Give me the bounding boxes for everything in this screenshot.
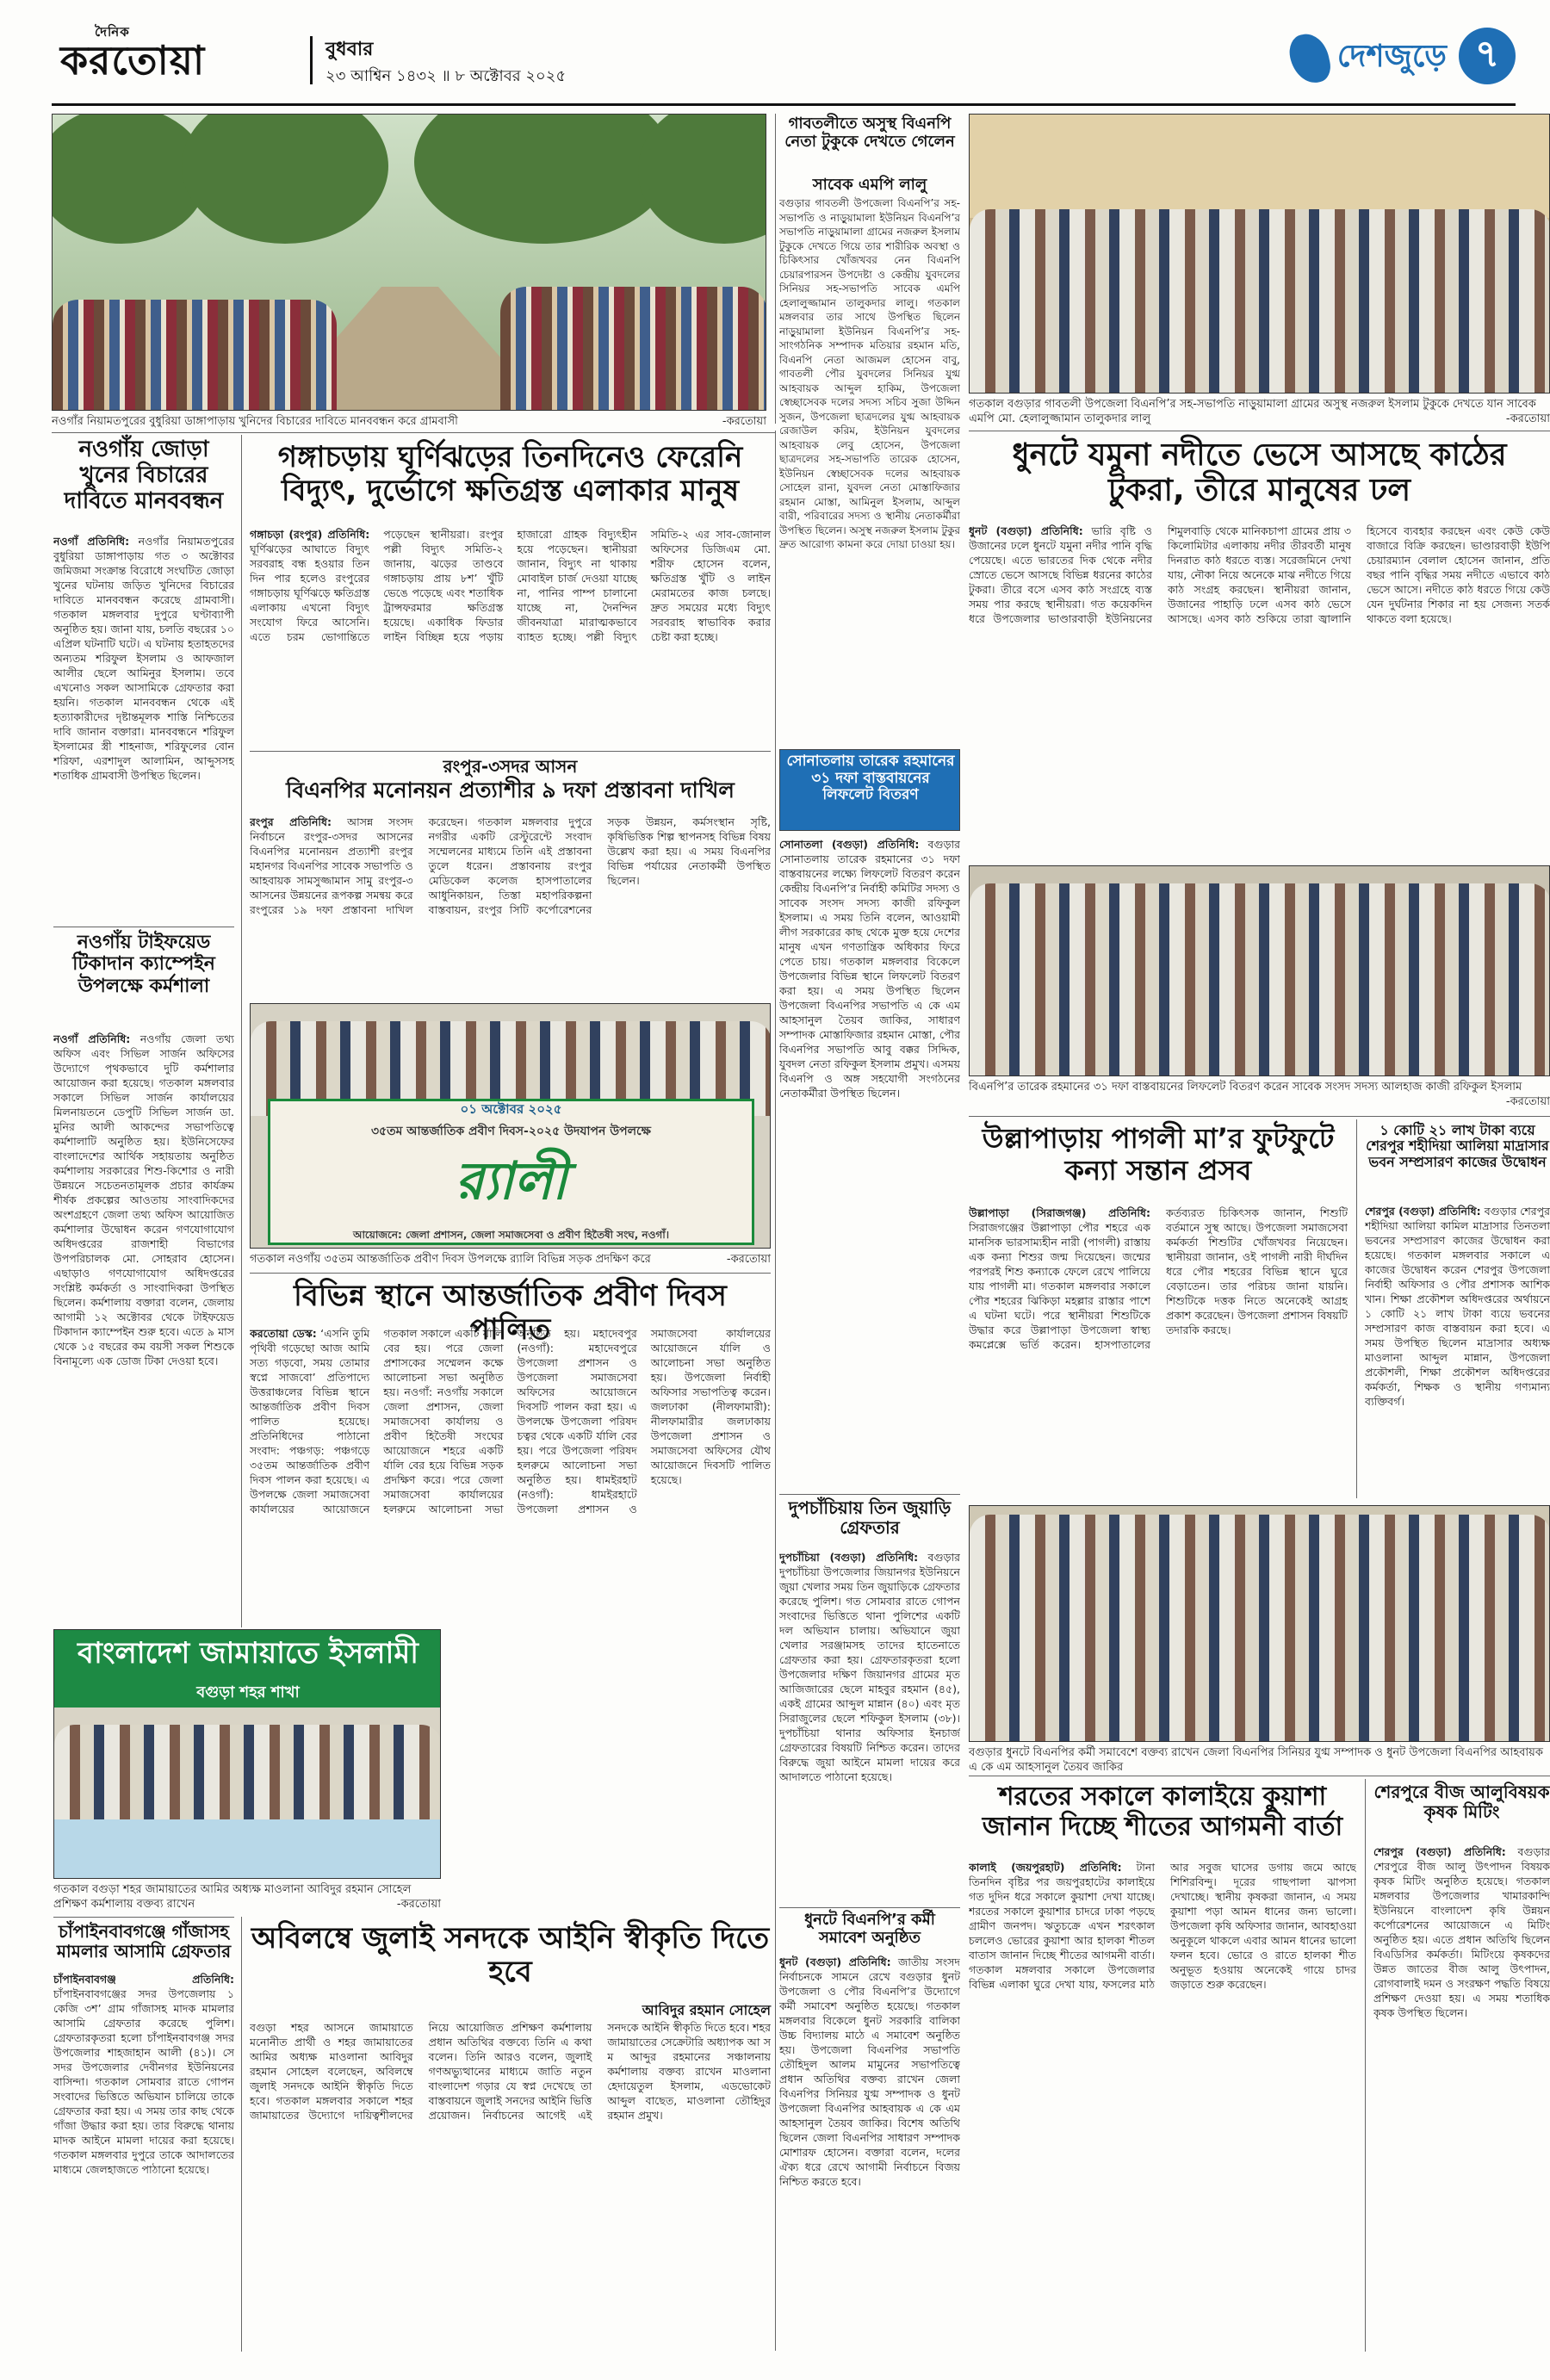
elderly-day-body (250, 1326, 771, 1623)
sonatola-photo-caption (969, 1080, 1550, 1109)
sonatola-headline: সোনাতলায় তারেক রহমানের ৩১ দফা বাস্তবায়নের লিফলেট বিতরণ (786, 753, 955, 804)
article-text: সিরাজগঞ্জের উল্লাপাড়া পৌর শহরে এক মানসিক ভারসাম্যহীন নারী (পাগলী) রাস্তায় এক কন্যা শিশুর জন্ম দিয়েছেন। জন্মের পরপরই শিশু কন্যাকে ফেলে রেখে পালিয়ে যায় পাগলী মা। গতকাল মঙ্গলবার সকালে পৌর শহরের ঝিকিড়া মহল্লার রাস্তার পাশে এ ঘটনা ঘটে। পরে স্থানীয়রা শিশুটিকে উদ্ধার করে উল্লাপাড়া উপজেলা স্বাস্থ্য কমপ্লেক্সে ভর্তি করেন। হাসপাতালের কর্তব্যরত চিকিৎসক জানান, শিশুটি বর্তমানে সুস্থ আছে। উপজেলা সমাজসেবা কর্মকর্তা শিশুটির খোঁজখবর নিয়েছেন। স্থানীয়রা জানান, ওই পাগলী নারী দীর্ঘদিন ধরে পৌর শহরের বিভিন্ন স্থানে ঘুরে বেড়াতেন। তার পরিচয় জানা যায়নি। শিশুটিকে দত্তক নিতে অনেকেই আগ্রহ প্রকাশ করেছেন। উপজেলা প্রশাসন বিষয়টি তদারকি করছে। (969, 1206, 1348, 1351)
human-chain-photo (52, 114, 766, 411)
article-text: চাঁপাইনবাবগঞ্জের সদর উপজেলায় ১ কেজি ৩শ’ গ্রাম গাঁজাসহ মাদক মামলার আসামি গ্রেফতার করেছে পুলিশ। গ্রেফতারকৃতরা হলো চাঁপাইনবাবগঞ্জ সদর উপজেলার শাহজাহান আলী (৪১)। সে সদর উপজেলার দেবীনগর ইউনিয়নের বাসিন্দা। গতকাল সোমবার রাতে গোপন সংবাদের ভিত্তিতে অভিযান চালিয়ে তাকে গ্রেফতার করা হয়। এ সময় তার কাছ থেকে গাঁজা উদ্ধার করা হয়। তার বিরুদ্ধে থানায় মাদক আইনে মামলা দায়ের করা হয়েছে। গতকাল মঙ্গলবার দুপুরে তাকে আদালতের মাধ্যমে জেলহাজতে পাঠানো হয়েছে। (53, 1987, 234, 2176)
bangladesh-map-icon (1286, 30, 1333, 87)
sonatola-headline-box (779, 749, 960, 831)
elderly-day-headline: বিভিন্ন স্থানে আন্তর্জাতিক প্রবীণ দিবস পালিত (294, 1279, 727, 1348)
article-text: ভারি বৃষ্টি ও উজানের ঢলে ধুনটে যমুনা নদীর পানি বৃদ্ধি পেয়েছে। এতে ভারতের দিক থেকে নদীর স্রোতে ভেসে আসছে বিভিন্ন ধরনের কাঠের টুকরা। তীরে বসে এসব কাঠ সংগ্রহে ব্যস্ত সময় পার করছে স্থানীয়রা। গত কয়েকদিন ধরে উপজেলার ভাণ্ডারবাড়ী ইউনিয়নের শিমুলবাড়ি থেকে মানিকচাপা গ্রামের প্রায় ৩ কিলোমিটার এলাকায় নদীর তীরবর্তী মানুষ দিনরাত কাঠ ধরতে ব্যস্ত। সরেজমিনে দেখা যায়, নৌকা নিয়ে অনেকে মাঝ নদীতে গিয়ে কাঠ সংগ্রহ করছেন। স্থানীয়রা জানান, উজানের পাহাড়ি ঢলে এসব কাঠ ভেসে আসছে। এসব কাঠ শুকিয়ে তারা জ্বালানি হিসেবে ব্যবহার করছেন এবং কেউ কেউ বাজারে বিক্রি করছেন। ভাণ্ডারবাড়ী ইউপি চেয়ারম্যান বেলাল হোসেন জানান, প্রতি বছর পানি বৃদ্ধির সময় নদীতে এভাবে কাঠ ভেসে আসে। নদীতে কাঠ ধরতে গিয়ে কেউ যেন দুর্ঘটনার শিকার না হয় সেজন্য সতর্ক থাকতে বলা হয়েছে। (969, 524, 1550, 625)
sherpur-seed-body (1373, 1844, 1550, 2351)
byline: শেরপুর (বগুড়া) প্রতিনিধি: (1373, 1845, 1506, 1858)
page-number: ৭ (1459, 28, 1516, 84)
byline: শেরপুর (বগুড়া) প্রতিনিধি: (1365, 1205, 1481, 1218)
banner-word: র‍্যালী (455, 1150, 567, 1212)
photo-credit: -করতোয়া (396, 1898, 441, 1911)
chapai-headline: চাঁপাইনবাবগঞ্জে গাঁজাসহ মামলার আসামি গ্রেফতার (56, 1921, 232, 1962)
kalai-body (969, 1860, 1356, 2351)
july-charter-byline: আবিদুর রহমান সোহেল (642, 2002, 771, 2018)
banner-event: ৩৫তম আন্তর্জাতিক প্রবীণ দিবস-২০২৫ উদযাপন উপলক্ষে (370, 1124, 652, 1138)
article-text: বগুড়ার দুপচাঁচিয়া উপজেলার জিয়ানগর ইউনিয়নে জুয়া খেলার সময় তিন জুয়াড়িকে গ্রেফতার করেছে পুলিশ। গত সোমবার রাতে গোপন সংবাদের ভিত্তিতে থানা পুলিশের একটি দল অভিযান চালায়। অভিযানে জুয়া খেলার সরঞ্জামসহ তাদের হাতেনাতে গ্রেফতার করা হয়। গ্রেফতারকৃতরা হলো উপজেলার দক্ষিণ জিয়ানগর গ্রামের মৃত আজিজারের ছেলে মাহবুর রহমান (৪৫), একই গ্রামের আব্দুল মান্নান (৪০) এবং মৃত সিরাজুলের ছেলে শফিকুল ইসলাম (৩৮)। দুপচাঁচিয়া থানার অফিসার ইনচার্জ গ্রেফতারের বিষয়টি নিশ্চিত করেন। তাদের বিরুদ্ধে জুয়া আইনে মামলা দায়ের করে আদালতে পাঠানো হয়েছে। (779, 1551, 960, 1783)
issue-day: বুধবার (326, 39, 374, 60)
gabtali-photo-caption (969, 397, 1550, 426)
article-text: নওগাঁয় জেলা তথ্য অফিস এবং সিভিল সার্জন অফিসের উদ্যোগে পৃথকভাবে দুটি কর্মশালার আয়োজন করা হয়েছে। গতকাল মঙ্গলবার সকালে সিভিল সার্জন কার্যালয়ের মিলনায়তনে ডেপুটি সিভিল সার্জন ডা. মুনির আলী আকন্দের সভাপতিত্বে কর্মশালাটি অনুষ্ঠিত হয়। ইউনিসেফের বাংলাদেশের আর্থিক সহায়তায় অনুষ্ঠিত কর্মশালায় সরকারের শিশু-কিশোর ও নারী উন্নয়নে সচেতনতামূলক প্রচার কার্যক্রম শীর্ষক প্রকল্পের আওতায় সাংবাদিকদের অংশগ্রহণে জেলা তথ্য অফিস আয়োজিত কর্মশালার উদ্বোধন করেন গণযোগাযোগ অধিদপ্তরের রাজশাহী বিভাগের উপপরিচালক মো. সোহরাব হোসেন। এছাড়াও গণযোগাযোগ অধিদপ্তরের সংশ্লিষ্ট কর্মকর্তা ও সাংবাদিকরা উপস্থিত ছিলেন। কর্মশালায় বক্তারা বলেন, জেলায় আগামী ১২ অক্টোবর থেকে টাইফয়েড টিকাদান ক্যাম্পেইন শুরু হবে। এতে ৯ মাস থেকে ১৫ বছরের কম বয়সী সকল শিশুকে বিনামূল্যে এক ডোজ টিকা দেওয়া হবে। (53, 1032, 234, 1367)
chapai-body (53, 1972, 234, 2351)
banner-footer: আয়োজনে: জেলা প্রশাসন, জেলা সমাজসেবা ও প্রবীণ হিতৈষী সংঘ, নওগাঁ। (352, 1228, 670, 1241)
rangpur-headline: বিএনপির মনোনয়ন প্রত্যাশীর ৯ দফা প্রস্তাবনা দাখিল (286, 778, 735, 803)
byline: করতোয়া ডেস্ক: (250, 1327, 317, 1340)
byline: রংপুর প্রতিনিধি: (250, 815, 332, 828)
masthead (52, 26, 1516, 112)
dhunat-bnp-photo-caption: বগুড়ার ধুনটে বিএনপির কর্মী সমাবেশে বক্তব্য রাখেন জেলা বিএনপির সিনিয়র যুগ্ম সম্পাদক ও ধুনট উপজেলা বিএনপির আহবায়ক এ কে এম আহসানুল তৈয়ব জাকির (969, 1746, 1543, 1774)
article-text: জাতীয় সংসদ নির্বাচনকে সামনে রেখে বগুড়ার ধুনট উপজেলা ও পৌর বিএনপি’র উদ্যোগে কর্মী সমাবেশ অনুষ্ঠিত হয়েছে। গতকাল মঙ্গলবার বিকেলে ধুনট সরকারি বালিকা উচ্চ বিদ্যালয় মাঠে এ সমাবেশ অনুষ্ঠিত হয়। উপজেলা বিএনপির সভাপতি তৌহিদুল আলম মামুনের সভাপতিত্বে প্রধান অতিথির বক্তব্য রাখেন জেলা বিএনপির সিনিয়র যুগ্ম সম্পাদক ও ধুনট উপজেলা বিএনপির আহবায়ক এ কে এম আহসানুল তৈয়ব জাকির। বিশেষ অতিথি ছিলেন জেলা বিএনপির সাধারণ সম্পাদক মোশারফ হোসেন। বক্তারা বলেন, দলের ঐক্য ধরে রেখে আগামী নির্বাচনে বিজয় নিশ্চিত করতে হবে। (779, 1955, 960, 2188)
rangpur-body (250, 815, 771, 995)
masthead-rule (52, 103, 1516, 106)
article-text: বগুড়ার শেরপুর শহীদিয়া আলিয়া কামিল মাদ্রাসার তিনতলা ভবনের সম্প্রসারণ কাজের উদ্বোধন করা হয়েছে। গতকাল মঙ্গলবার সকালে এ কাজের উদ্বোধন করেন শেরপুর উপজেলা নির্বাহী অফিসার ও পৌর প্রশাসক আশিক খান। শিক্ষা প্রকৌশল অধিদপ্তরের অর্থায়নে ১ কোটি ২১ লাখ টাকা ব্যয়ে ভবনের সম্প্রসারণ কাজ বাস্তবায়ন করা হবে। এ সময় উপস্থিত ছিলেন মাদ্রাসার অধ্যক্ষ মাওলানা আব্দুল মান্নান, উপজেলা প্রকৌশলী, শিক্ষা প্রকৌশল অধিদপ্তরের কর্মকর্তা, শিক্ষক ও স্থানীয় গণ্যমান্য ব্যক্তিবর্গ। (1365, 1205, 1550, 1408)
gabtali-photo (969, 114, 1550, 394)
jamaat-banner (54, 1630, 441, 1708)
byline: ধুনট (বগুড়া) প্রতিনিধি: (969, 524, 1083, 537)
banner-date: ০১ অক্টোবর ২০২৫ (460, 1100, 562, 1117)
banner-subtitle: বগুড়া শহর শাখা (196, 1683, 300, 1701)
byline: গঙ্গাচড়া (রংপুর) প্রতিনিধি: (250, 528, 370, 541)
kalai-headline: শরতের সকালে কালাইয়ে কুয়াশা জানান দিচ্ছে শীতের আগমনী বার্তা (982, 1782, 1343, 1842)
article-text: আসন্ন সংসদ নির্বাচনে রংপুর-৩সদর আসনের বিএনপির মনোনয়ন প্রত্যাশী রংপুর মহানগর বিএনপির সাবেক সভাপতি ও আহবায়ক সামসুজ্জামান সামু রংপুর-৩ আসনের উন্নয়নের রূপকল্প সমন্বয় করে রংপুরের ১৯ দফা প্রস্তাবনা দাখিল করেছেন। গতকাল মঙ্গলবার দুপুরে নগরীর একটি রেস্টুরেন্টে সংবাদ সম্মেলনের মাধ্যমে তিনি এই প্রস্তাবনা তুলে ধরেন। প্রস্তাবনায় রংপুর মেডিকেল কলেজ হাসপাতালের আধুনিকায়ন, তিস্তা মহাপরিকল্পনা বাস্তবায়ন, রংপুর সিটি কর্পোরেশনের সড়ক উন্নয়ন, কর্মসংস্থান সৃষ্টি, কৃষিভিত্তিক শিল্প স্থাপনসহ বিভিন্ন বিষয় উল্লেখ করা হয়। এ সময় বিএনপির বিভিন্ন পর্যায়ের নেতাকর্মী উপস্থিত ছিলেন। (250, 815, 771, 916)
byline: সোনাতলা (বগুড়া) প্রতিনিধি: (779, 838, 920, 851)
caption-text: গতকাল বগুড়া শহর জামায়াতের আমির অধ্যক্ষ মাওলানা আবিদুর রহমান সোহেল প্রশিক্ষণ কর্মশালায় বক্তব্য রাখেন (53, 1883, 412, 1911)
july-charter-headline: অবিলম্বে জুলাই সনদকে আইনি স্বীকৃতি দিতে হবে (251, 1921, 770, 1990)
article-text: বগুড়ার শেরপুরে বীজ আলু উৎপাদন বিষয়ক কৃষক মিটিং অনুষ্ঠিত হয়েছে। গতকাল মঙ্গলবার উপজেলার খামারকান্দি ইউনিয়নে বাংলাদেশ কৃষি উন্নয়ন কর্পোরেশনের আয়োজনে এ মিটিং অনুষ্ঠিত হয়। এতে প্রধান অতিথি ছিলেন বিএডিসির কর্মকর্তা। মিটিংয়ে কৃষকদের উন্নত জাতের বীজ আলু উৎপাদন, রোগবালাই দমন ও সংরক্ষণ পদ্ধতি বিষয়ে প্রশিক্ষণ দেওয়া হয়। এ সময় শতাধিক কৃষক উপস্থিত ছিলেন। (1373, 1845, 1550, 2019)
rally-photo-caption (250, 1252, 771, 1267)
sonatola-body (779, 837, 960, 1491)
photo-credit: -করতোয়া (726, 1253, 771, 1266)
byline: নওগাঁ প্রতিনিধি: (53, 1032, 131, 1045)
naogaon-murder-headline: নওগাঁয় জোড়া খুনের বিচারের দাবিতে মানববন্ধন (64, 437, 224, 514)
caption-text: নওগাঁর নিয়ামতপুরের বুধুরিয়া ডাঙ্গাপাড়ায় খুনিদের বিচারের দাবিতে মানববন্ধন করে গ্রামবাসী (52, 415, 458, 428)
typhoid-headline: নওগাঁয় টাইফয়েড টিকাদান ক্যাম্পেইন উপলক্ষে কর্মশালা (72, 932, 215, 997)
gangachara-headline: গঙ্গাচড়ায় ঘূর্ণিঝড়ের তিনদিনেও ফেরেনি বিদ্যুৎ, দুর্ভোগে ক্ষতিগ্রস্ত এলাকার মানুষ (277, 440, 743, 509)
dupchanchia-body (779, 1550, 960, 1903)
article-text: বগুড়ার সোনাতলায় তারেক রহমানের ৩১ দফা বাস্তবায়নের লক্ষ্যে লিফলেট বিতরণ করেন কেন্দ্রীয় বিএনপি’র নির্বাহী কমিটির সদস্য ও সাবেক সংসদ সদস্য কাজী রফিকুল ইসলাম। এ সময় তিনি বলেন, আওয়ামী লীগ সরকারের কাছ থেকে মুক্ত হয়ে দেশের মানুষ এখন গণতান্ত্রিক অধিকার ফিরে পেতে চায়। গতকাল মঙ্গলবার বিকেলে উপজেলার বিভিন্ন স্থানে লিফলেট বিতরণ করা হয়। এ সময় উপস্থিত ছিলেন উপজেলা বিএনপির সভাপতি এ কে এম আহসানুল তৈয়ব জাকির, সাধারণ সম্পাদক মোস্তাফিজার রহমান মোস্তা, পৌর বিএনপির সভাপতি আবু বক্কর সিদ্দিক, যুবদল নেতা রফিকুল ইসলাম প্রমুখ। এসময় বিএনপি ও অঙ্গ সহযোগী সংগঠনের নেতাকর্মীরা উপস্থিত ছিলেন। (779, 838, 960, 1100)
typhoid-body (53, 1032, 234, 1621)
top-photo-caption (52, 414, 766, 429)
ullapara-headline: উল্লাপাড়ায় পাগলী মা’র ফুটফুটে কন্যা সন্তান প্রসব (982, 1122, 1335, 1187)
photo-credit: -করতোয়া (722, 415, 766, 428)
newspaper-logo (60, 24, 206, 96)
byline: দুপচাঁচিয়া (বগুড়া) প্রতিনিধি: (779, 1551, 919, 1564)
article-text: নওগাঁর নিয়ামতপুরের বুধুরিয়া ডাঙ্গাপাড়ায় গত ৩ অক্টোবর জমিজমা সংক্রান্ত বিরোধে সংঘটিত জোড়া খুনের ঘটনায় জড়িত খুনিদের বিচারের দাবিতে মানববন্ধন করেছে গ্রামবাসী। গতকাল মঙ্গলবার দুপুরে ঘণ্টাব্যাপী অনুষ্ঠিত হয়। জানা যায়, চলতি বছরের ১০ এপ্রিল ঘটনাটি ঘটে। এ ঘটনায় হতাহতদের অন্যতম শরিফুল ইসলাম ও আফজাল আলীর ছেলে আমিনুর ইসলাম। তবে এখনোও সকল আসামিকে গ্রেফতার করা হয়নি। গতকাল মানববন্ধন থেকে এই হত্যাকারীদের দৃষ্টান্তমূলক শাস্তি নিশ্চিতের দাবি জানান বক্তারা। মানববন্ধনে শরিফুল ইসলামের স্ত্রী শাহনাজ, শরিফুলের বোন শরিফা, এরশাদুল আলামিন, আব্দুসসহ শতাধিক গ্রামবাসী উপস্থিত ছিলেন। (53, 535, 234, 782)
article-text: টানা তিনদিন বৃষ্টির পর জয়পুরহাটের কালাইয়ে গত দুদিন ধরে সকালে কুয়াশা দেখা যাচ্ছে। শরতের সকালে কুয়াশার চাদরে ঢাকা পড়ছে গ্রামীণ জনপদ। ঋতুচক্রে এখন শরৎকাল চললেও ভোরের কুয়াশা আর হালকা শীতল বাতাস জানান দিচ্ছে শীতের আগমনী বার্তা। গতকাল মঙ্গলবার সকালে উপজেলার বিভিন্ন এলাকা ঘুরে দেখা যায়, ফসলের মাঠ আর সবুজ ঘাসের ডগায় জমে আছে শিশিরবিন্দু। দূরের গাছপালা ঝাপসা দেখাচ্ছে। স্থানীয় কৃষকরা জানান, এ সময় কুয়াশা পড়া আমন ধানের জন্য ভালো। উপজেলা কৃষি অফিসার জানান, আবহাওয়া অনুকূলে থাকলে এবার আমন ধানের ভালো ফলন হবে। ভোরে ও রাতে হালকা শীত অনুভূত হওয়ায় অনেকেই গায়ে চাদর জড়াতে শুরু করেছেন। (969, 1861, 1356, 1991)
banner-title: বাংলাদেশ জামায়াতে ইসলামী (78, 1636, 418, 1670)
elderly-day-rally-photo (250, 1003, 771, 1249)
naogaon-murder-body (53, 534, 234, 921)
section-name: দেশজুড়ে (1336, 39, 1447, 74)
photo-credit: -করতোয়া (1505, 412, 1550, 425)
ullapara-body (969, 1205, 1348, 1498)
byline: উল্লাপাড়া (সিরাজগঞ্জ) প্রতিনিধি: (969, 1206, 1150, 1219)
logo-text: করতোয়া (60, 37, 206, 84)
jamaat-workshop-photo (53, 1629, 441, 1879)
sonatola-leaflet-photo (969, 865, 1550, 1076)
dhunat-bnp-rally-photo (969, 1505, 1550, 1742)
byline: নওগাঁ প্রতিনিধি: (53, 535, 130, 548)
logo-small-text: দৈনিক (95, 24, 130, 40)
gangachara-body (250, 527, 771, 747)
jamaat-photo-caption (53, 1882, 441, 1912)
dhunat-wood-body (969, 524, 1550, 859)
caption-text: বিএনপি’র তারেক রহমানের ৩১ দফা বাস্তবায়নের লিফলেট বিতরণ করেন সাবেক সংসদ সদস্য আলহাজ কাজী রফিকুল ইসলাম (969, 1081, 1522, 1094)
sherpur-madrasa-body (1365, 1204, 1550, 1498)
byline: চাঁপাইনবাবগঞ্জ প্রতিনিধি: (53, 1973, 234, 1986)
article-text: ‘এসনি তুমি পৃথিবী গড়েছো আজ আমি সত্য গড়বো, সময় তোমার স্বপ্নে সাজবো’ প্রতিপাদ্যে উত্তরাঞ্চলের বিভিন্ন স্থানে আন্তর্জাতিক প্রবীণ দিবস পালিত হয়েছে। প্রতিনিধিদের পাঠানো সংবাদ: পঞ্চগড়: পঞ্চগড়ে ৩৫তম আন্তর্জাতিক প্রবীণ দিবস পালন করা হয়েছে। এ উপলক্ষে জেলা সমাজসেবা কার্যালয়ের আয়োজনে গতকাল সকালে একটি র্যালি বের হয়। পরে জেলা প্রশাসকের সম্মেলন কক্ষে আলোচনা সভা অনুষ্ঠিত হয়। নওগাঁ: নওগাঁয় সকালে জেলা প্রশাসন, জেলা সমাজসেবা কার্যালয় ও প্রবীণ হিতৈষী সংঘের আয়োজনে শহরে একটি র্যালি বের হয়ে বিভিন্ন সড়ক প্রদক্ষিণ করে। পরে জেলা সমাজসেবা কার্যালয়ের হলরুমে আলোচনা সভা অনুষ্ঠিত হয়। মহাদেবপুর (নওগাঁ): মহাদেবপুরে উপজেলা প্রশাসন ও উপজেলা সমাজসেবা অফিসের আয়োজনে দিবসটি পালন করা হয়। এ উপলক্ষে উপজেলা পরিষদ চত্বর থেকে একটি র্যালি বের হয়। পরে উপজেলা পরিষদ হলরুমে আলোচনা সভা অনুষ্ঠিত হয়। ধামইরহাট (নওগাঁ): ধামইরহাটে উপজেলা প্রশাসন ও সমাজসেবা কার্যালয়ের আয়োজনে র্যালি ও আলোচনা সভা অনুষ্ঠিত হয়। উপজেলা নির্বাহী অফিসার সভাপতিত্ব করেন। জলঢাকা (নীলফামারী): নীলফামারীর জলঢাকায় উপজেলা প্রশাসন ও সমাজসেবা অফিসের যৌথ আয়োজনে দিবসটি পালিত হয়েছে। (250, 1327, 771, 1515)
masthead-divider (310, 36, 313, 84)
photo-credit: -করতোয়া (1505, 1095, 1550, 1108)
sherpur-madrasa-headline: ১ কোটি ২১ লাখ টাকা ব্যয়ে শেরপুর শহীদিয়া আলিয়া মাদ্রাসার ভবন সম্প্রসারণ কাজের উদ্বোধন (1366, 1122, 1549, 1170)
dhunat-bnp-body (779, 1955, 960, 2351)
gabtali-headline: গাবতলীতে অসুস্থ বিএনপি নেতা টুকুকে দেখতে গেলেন (784, 115, 955, 151)
dupchanchia-headline: দুপচাঁচিয়ায় তিন জুয়াড়ি গ্রেফতার (788, 1497, 952, 1538)
article-text: ঘূর্ণিঝড়ের আঘাতে বিদ্যুৎ সরবরাহ বন্ধ হওয়ার তিন দিন পার হলেও রংপুরের গঙ্গাচড়ায় ঘূর্ণিঝড়ে ক্ষতিগ্রস্ত এলাকায় এখনো বিদ্যুৎ সংযোগ ফিরে আসেনি। এতে চরম ভোগান্তিতে পড়েছেন স্থানীয়রা। রংপুর পল্লী বিদ্যুৎ সমিতি-২ জানায়, ঝড়ের তাণ্ডবে গঙ্গাচড়ায় প্রায় ৮শ’ খুঁটি ভেঙে পড়েছে এবং শতাধিক ট্রান্সফরমার ক্ষতিগ্রস্ত হয়েছে। একাধিক ফিডার লাইন বিচ্ছিন্ন হয়ে পড়ায় হাজারো গ্রাহক বিদ্যুৎহীন হয়ে পড়েছেন। স্থানীয়রা জানান, বিদ্যুৎ না থাকায় মোবাইল চার্জ দেওয়া যাচ্ছে না, পানির পাম্প চালানো যাচ্ছে না, দৈনন্দিন জীবনযাত্রা মারাত্মকভাবে ব্যাহত হচ্ছে। পল্লী বিদ্যুৎ সমিতি-২ এর সাব-জোনাল অফিসের ডিজিএম মো. শরীফ হোসেন বলেন, ক্ষতিগ্রস্ত খুঁটি ও লাইন মেরামতের কাজ চলছে। দ্রুত সময়ের মধ্যে বিদ্যুৎ সরবরাহ স্বাভাবিক করার চেষ্টা করা হচ্ছে। (250, 528, 771, 643)
byline: কালাই (জয়পুরহাট) প্রতিনিধি: (969, 1861, 1122, 1874)
rangpur-kicker: রংপুর-৩সদর আসন (443, 756, 578, 777)
byline: ধুনট (বগুড়া) প্রতিনিধি: (779, 1955, 891, 1968)
gabtali-subhead: সাবেক এমপি লালু (812, 176, 927, 194)
caption-text: গতকাল নওগাঁয় ৩৫তম আন্তর্জাতিক প্রবীণ দিবস উপলক্ষে র‌্যালি বিভিন্ন সড়ক প্রদক্ষিণ করে (250, 1253, 651, 1266)
caption-text: গতকাল বগুড়ার গাবতলী উপজেলা বিএনপি’র সহ-সভাপতি নাড়ুয়ামালা গ্রামের অসুস্থ নজরুল ইসলাম টুকুকে দেখতে যান সাবেক এমপি মো. হেলালুজ্জামান তালুকদার লালু (969, 398, 1536, 425)
dhunat-bnp-headline: ধুনটে বিএনপি’র কর্মী সমাবেশ অনুষ্ঠিত (804, 1911, 935, 1947)
section-header (1291, 33, 1447, 84)
sherpur-seed-headline: শেরপুরে বীজ আলুবিষয়ক কৃষক মিটিং (1373, 1782, 1550, 1822)
dhunat-wood-headline: ধুনটে যমুনা নদীতে ভেসে আসছে কাঠের টুকরা, তীরে মানুষের ঢল (1012, 437, 1507, 509)
issue-date: ২৩ আশ্বিন ১৪৩২ ॥ ৮ অক্টোবর ২০২৫ (326, 67, 567, 85)
july-charter-body: বগুড়া শহর আসনে জামায়াতে মনোনীত প্রার্থী ও শহর জামায়াতের আমির অধ্যক্ষ মাওলানা আবিদুর রহমান সোহেল বলেছেন, অবিলম্বে জুলাই সনদকে আইনি স্বীকৃতি দিতে হবে। গতকাল মঙ্গলবার সকালে শহর জামায়াতের উদ্যোগে দায়িত্বশীলদের নিয়ে আয়োজিত প্রশিক্ষণ কর্মশালায় প্রধান অতিথির বক্তব্যে তিনি এ কথা বলেন। তিনি আরও বলেন, জুলাই গণঅভ্যুত্থানের মাধ্যমে জাতি নতুন বাংলাদেশ গড়ার যে স্বপ্ন দেখেছে তা বাস্তবায়নে জুলাই সনদের আইনি ভিত্তি প্রয়োজন। নির্বাচনের আগেই এই সনদকে আইনি স্বীকৃতি দিতে হবে। শহর জামায়াতের সেক্রেটারি অধ্যাপক আ স ম আব্দুর রহমানের সঞ্চালনায় কর্মশালায় বক্তব্য রাখেন মাওলানা হেদায়েতুল ইসলাম, এডভোকেট আব্দুল বাছেত, মাওলানা তৌহিদুর রহমান প্রমুখ। (250, 2021, 771, 2122)
gabtali-body: বগুড়ার গাবতলী উপজেলা বিএনপি’র সহ-সভাপতি ও নাড়ুয়ামালা ইউনিয়ন বিএনপি’র সভাপতি নাড়ুয়ামালা গ্রামের নজরুল ইসলাম টুকুকে দেখতে গিয়ে তার শারীরিক অবস্থা ও চিকিৎসার খোঁজখবর নেন বিএনপি চেয়ারপারসন উপদেষ্টা ও কেন্দ্রীয় যুবদলের সিনিয়র সহ-সভাপতি সাবেক এমপি হেলালুজ্জামান তালুকদার লালু। গতকাল মঙ্গলবার তার সাথে উপস্থিত ছিলেন নাড়ুয়ামালা ইউনিয়ন বিএনপি’র সহ-সাংগঠনিক সম্পাদক মতিয়ার রহমান মতি, বিএনপি নেতা আজমল হোসেন বাবু, গাবতলী পৌর যুবদলের সিনিয়র যুগ্ম আহবায়ক আব্দুল হাকিম, উপজেলা স্বেচ্ছাসেবক দলের সদস্য সচিব সুজা উদ্দিন সুজন, উপজেলা ছাত্রদলের যুগ্ম আহবায়ক রেজাউল করিম, ইউনিয়ন যুবদলের আহবায়ক লেবু হোসেন, উপজেলা ছাত্রদলের সহ-সভাপতি তারেক হোসেন, ইউনিয়ন স্বেচ্ছাসেবক দলের আহবায়ক সোহেল রানা, যুবদল নেতা মোস্তাফিজার রহমান মোস্তা, আমিনুল ইসলাম, আব্দুল বারী, পরিবারের সদস্য ও স্থানীয় নেতাকর্মীরা উপস্থিত ছিলেন। অসুস্থ নজরুল ইসলাম টুকুর দ্রুত আরোগ্য কামনা করে দোয়া চাওয়া হয়। (779, 197, 960, 550)
rally-banner (268, 1099, 754, 1245)
